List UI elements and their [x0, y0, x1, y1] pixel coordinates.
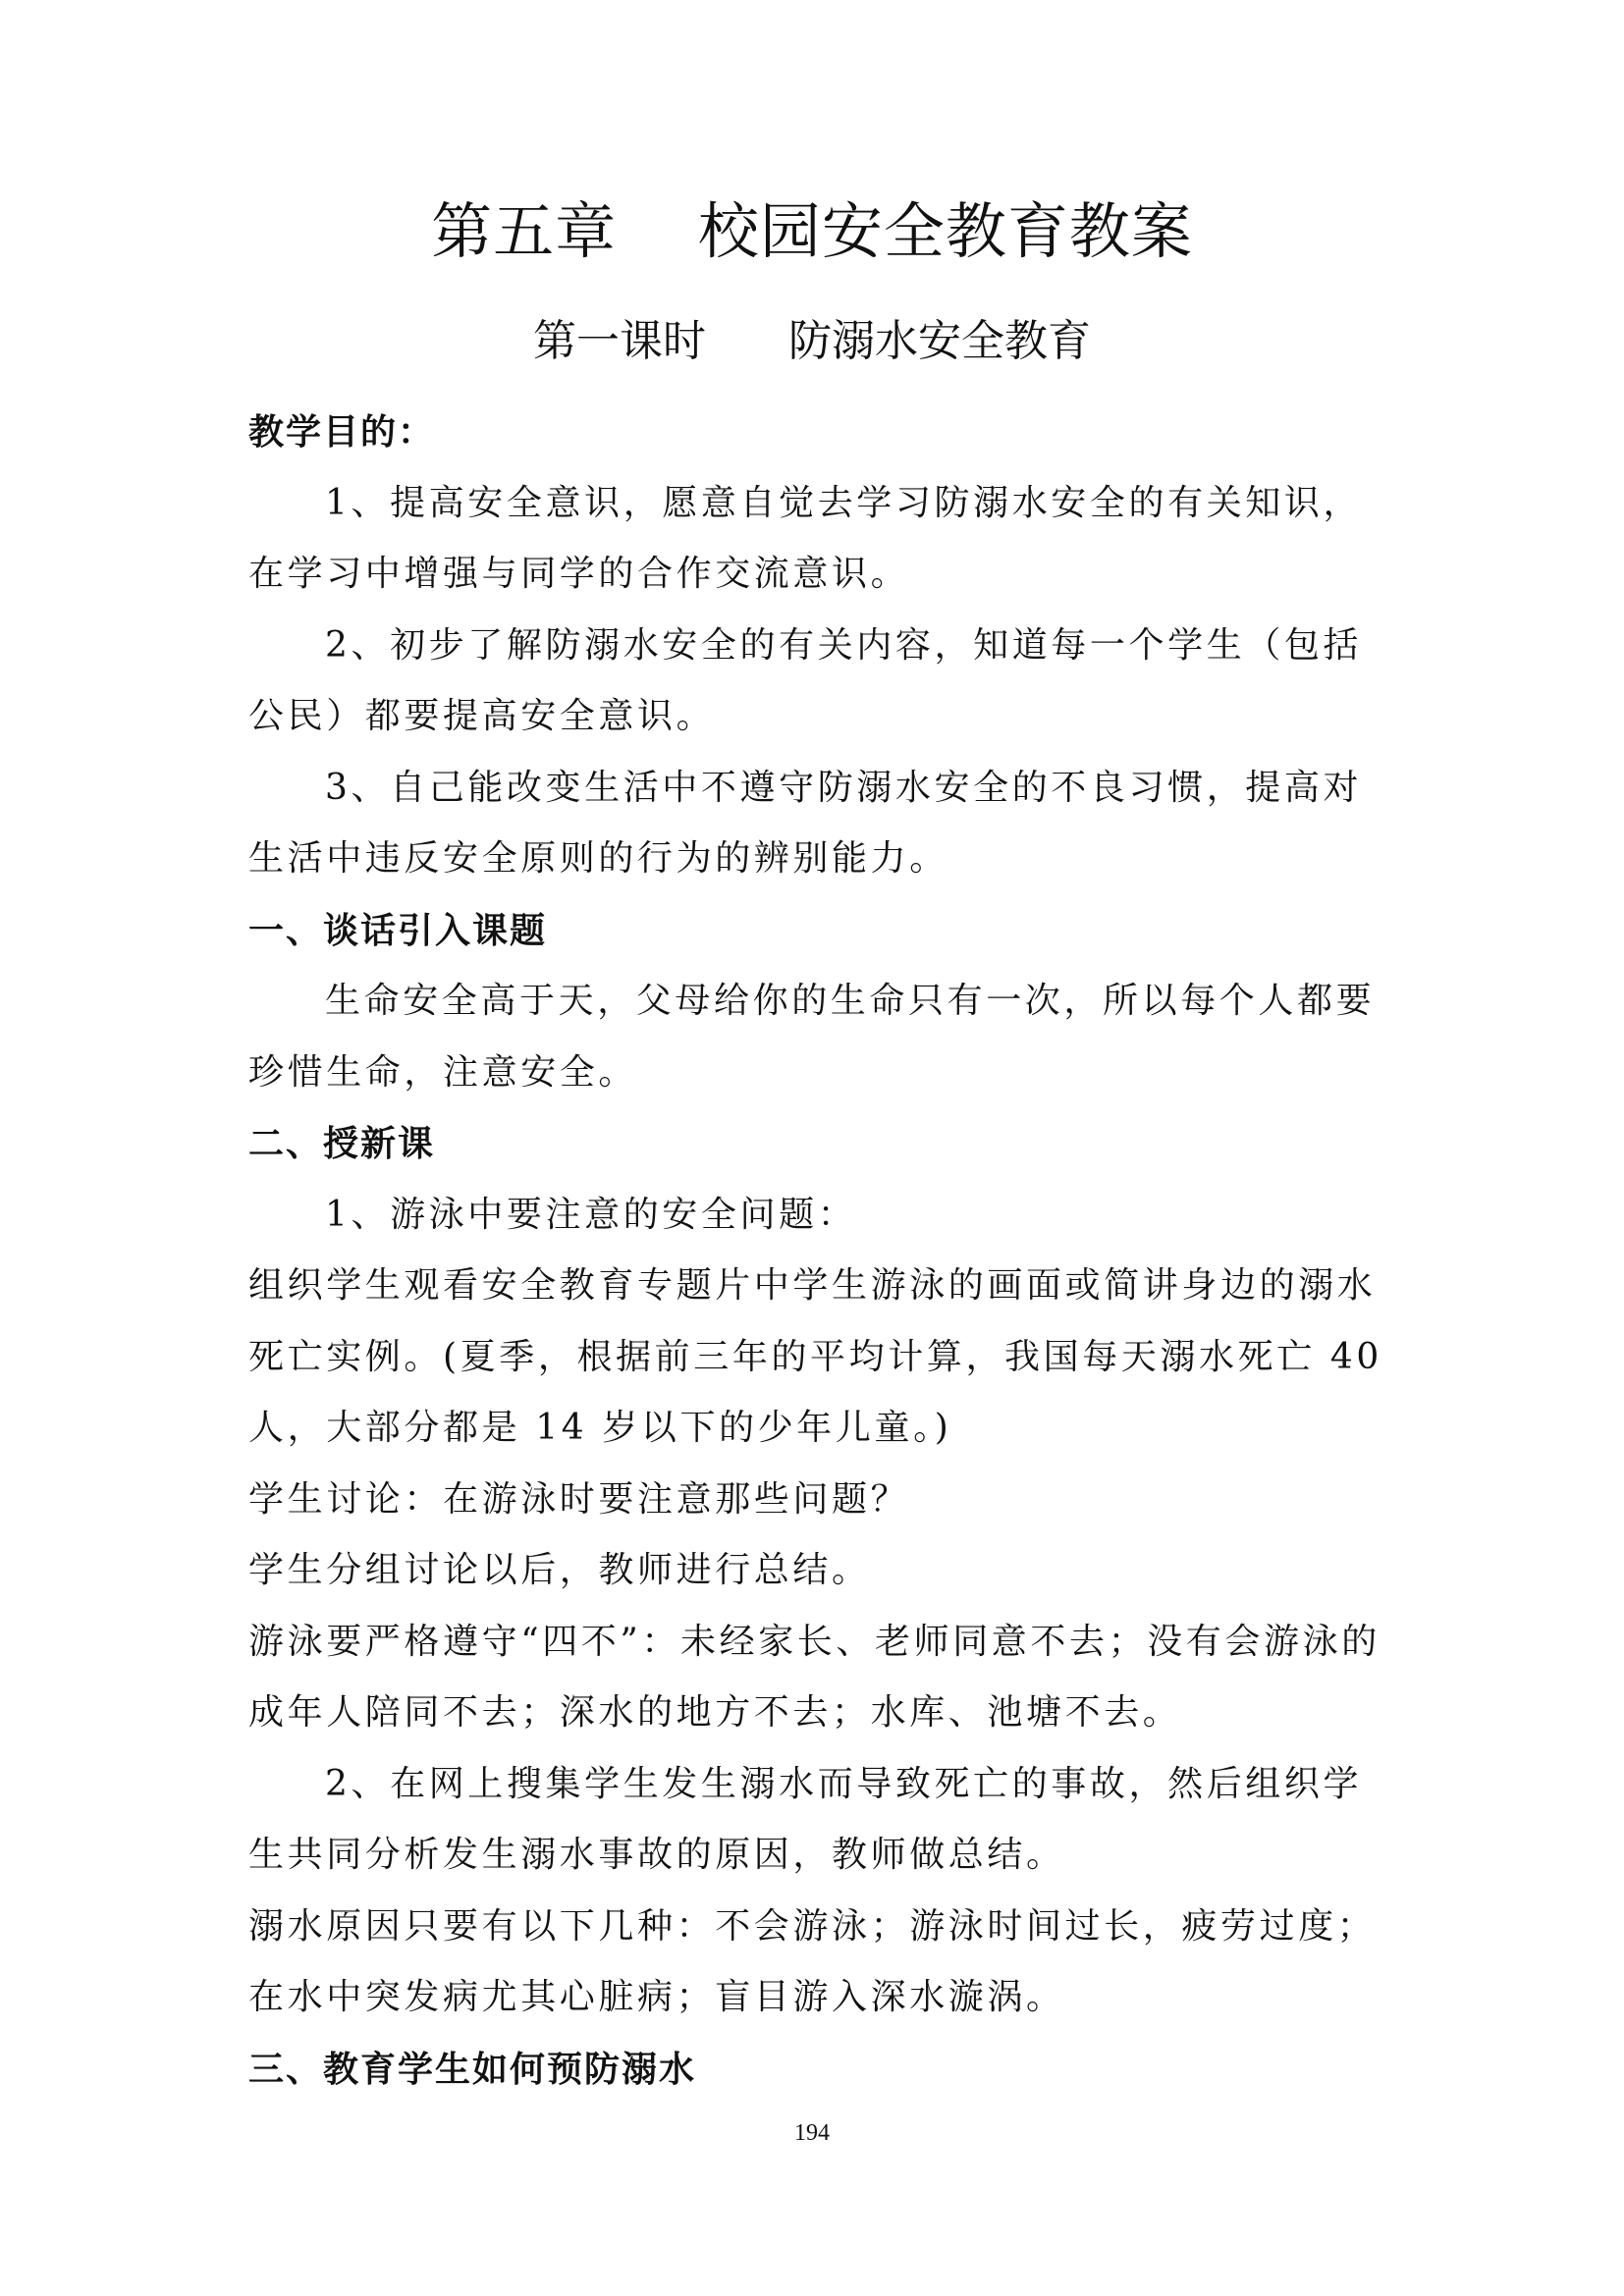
point2-paragraph-1: 溺水原因只要有以下几种：不会游泳；游泳时间过长，疲劳过度；在水中突发病尤其心脏病；盲目游入深水漩涡。 — [248, 1905, 1377, 2017]
point1-title: 1、游泳中要注意的安全问题： — [325, 1194, 857, 1235]
point2-title: 2、在网上搜集学生发生溺水而导致死亡的事故，然后组织学生共同分析发生溺水事故的原因，教师做总结。 — [248, 1763, 1363, 1875]
section-heading-prevention: 三、教育学生如何预防溺水 — [248, 2048, 697, 2090]
objective-item-1: 1、提高安全意识，愿意自觉去学习防溺水安全的有关知识，在学习中增强与同学的合作交流意识。 — [248, 482, 1363, 594]
point1-paragraph-1: 组织学生观看安全教育专题片中学生游泳的画面或简讲身边的溺水死亡实例。(夏季，根据前三年的平均计算，我国每天溺水死亡 40 人，大部分都是 14 岁以下的少年儿童。) — [248, 1265, 1382, 1448]
section-heading-new-lesson: 二、授新课 — [248, 1123, 436, 1164]
document-body — [248, 397, 1387, 2105]
point1-paragraph-3: 学生分组讨论以后，教师进行总结。 — [248, 1550, 871, 1590]
lesson-title: 第一课时 防溺水安全教育 — [533, 316, 1091, 366]
point1-paragraph-4: 游泳要严格遵守“四不”：未经家长、老师同意不去；没有会游泳的成年人陪同不去；深水的地方不去；水库、池塘不去。 — [248, 1621, 1380, 1733]
objective-item-3: 3、自己能改变生活中不遵守防溺水安全的不良习惯，提高对生活中违反安全原则的行为的辨别能力。 — [248, 767, 1363, 879]
objective-item-2: 2、初步了解防溺水安全的有关内容，知道每一个学生（包括公民）都要提高安全意识。 — [248, 624, 1363, 736]
page-number: 194 — [794, 2120, 830, 2146]
section-heading-intro: 一、谈话引入课题 — [248, 909, 548, 951]
intro-paragraph: 生命安全高于天，父母给你的生命只有一次，所以每个人都要珍惜生命，注意安全。 — [248, 981, 1376, 1093]
section-heading-objectives: 教学目的： — [248, 411, 436, 453]
chapter-title: 第五章 校园安全教育教案 — [431, 195, 1193, 267]
point1-paragraph-2: 学生讨论：在游泳时要注意那些问题？ — [248, 1478, 910, 1520]
